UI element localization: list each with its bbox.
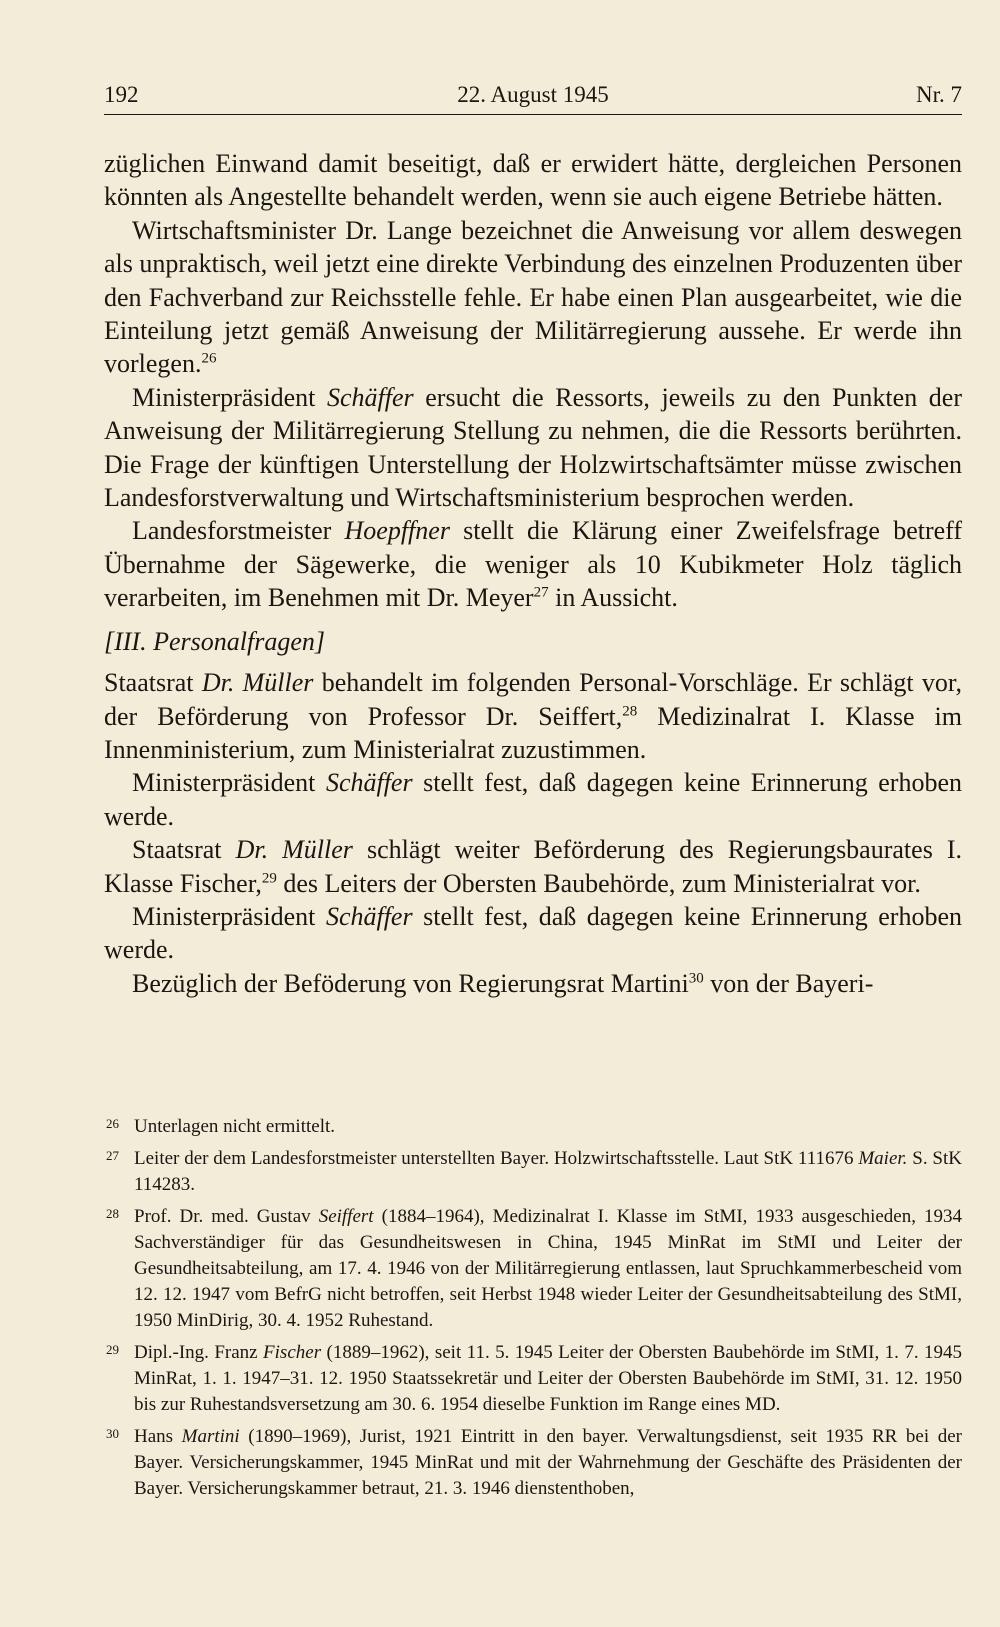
paragraph	[104, 381, 962, 515]
paragraph: züglichen Einwand damit beseitigt, daß er erwidert hätte, dergleichen Personen könnten als Angestellte behandelt werden, wenn sie auch eigene Betriebe hätten.	[104, 149, 962, 212]
footnotes	[104, 1114, 962, 1508]
paragraph-text: schlägt weiter Beförderung des Regierungsbaurates I. Klasse Fischer,	[104, 835, 963, 898]
footnote-reference: 29	[261, 869, 277, 886]
paragraph-text: Bezüglich der Beföderung von Regierungsrat Martini	[132, 968, 689, 998]
paragraph	[104, 666, 962, 766]
footnote-italic: Maier.	[858, 1148, 908, 1169]
paragraph-text: Staatsrat	[104, 668, 202, 698]
footnote-italic: Seiffert	[318, 1206, 374, 1227]
paragraph-text: von der Bayeri-	[703, 968, 874, 998]
section-heading	[104, 625, 962, 658]
paragraph	[104, 900, 962, 967]
footnote-number: 27	[106, 1148, 119, 1163]
header-date: 22. August 1945	[457, 82, 609, 107]
main-text	[104, 147, 962, 1000]
person-name: Schäffer	[327, 382, 414, 412]
paragraph-text: stellt fest, daß dagegen keine Erinnerung erhoben werde.	[104, 901, 962, 965]
footnote-text: Leiter der dem Landesforstmeister unterstellten Bayer. Holzwirtschaftsstelle. Laut StK 111676	[134, 1148, 859, 1169]
footnote	[104, 1424, 962, 1502]
paragraph	[104, 967, 962, 1000]
footnote-text: Prof. Dr. med. Gustav	[134, 1206, 319, 1227]
footnote-text: S. StK 114283.	[134, 1148, 962, 1195]
footnote	[104, 1204, 962, 1334]
footnote-text: Dipl.-Ing. Franz	[134, 1342, 264, 1363]
paragraph-text: Landesforstmeister	[132, 516, 345, 546]
paragraph	[104, 833, 962, 900]
paragraph-text: Ministerpräsident	[132, 382, 327, 412]
footnote-italic: Martini	[181, 1426, 240, 1447]
footnote-reference: 26	[201, 350, 217, 367]
paragraph-text: in Aussicht.	[548, 583, 678, 613]
footnote-number: 28	[106, 1206, 119, 1221]
paragraph-text: Medizinalrat I. Klasse im Innenministerium, zum Ministerialrat zuzustimmen.	[104, 701, 962, 764]
section-heading-text: [III. Personalfragen]	[104, 626, 325, 656]
person-name: Schäffer	[325, 768, 413, 798]
running-header	[104, 78, 962, 115]
footnote-text: (1889–1962), seit 11. 5. 1945 Leiter der Obersten Baubehörde im StMI, 1. 7. 1945 MinRat, 1. 1. 1947–31. 12. 1950 Staatssekretär und Leiter der Obersten Baubehörde im StMI, 31. 12. 1950 bis zur Ruhestandsversetzung am 30. 6. 1954 dieselbe Funktion im Range eines MD.	[134, 1342, 962, 1415]
paragraph-text: ersucht die Ressorts, jeweils zu den Punkten der Anweisung der Militärregierung Stellung zu nehmen, die die Ressorts berührten. Die Frage der künftigen Unterstellung der Holzwirtschaftsämter müsse zwischen Landesforstverwaltung und Wirtschaftsministerium besprochen werden.	[104, 382, 962, 513]
person-name: Schäffer	[325, 901, 413, 931]
footnote-text: (1884–1964), Medizinalrat I. Klasse im StMI, 1933 ausgeschieden, 1934 Sachverständiger für das Gesundheitswesen in China, 1945 MinRat im StMI und Leiter der Gesundheitsabteilung, am 17. 4. 1946 von der Militärregierung entlassen, laut Spruchkammerbescheid vom 12. 12. 1947 vom BefrG nicht betroffen, seit Herbst 1948 wieder Leiter der Gesundheitsabteilung des StMI, 1950 MinDirig, 30. 4. 1952 Ruhestand.	[134, 1206, 963, 1331]
paragraph-text: Wirtschaftsminister Dr. Lange bezeichnet die Anweisung vor allem deswegen als unpraktisch, weil jetzt eine direkte Verbindung des einzelnen Produzenten über den Fachverband zur Reichsstelle fehle. Er habe einen Plan ausgearbeitet, wie die Einteilung jetzt gemäß Anweisung der Militärregierung aussehe. Er werde ihn vorlegen.	[104, 215, 962, 379]
person-name: Dr. Müller	[235, 835, 353, 865]
footnote-number: 29	[106, 1342, 119, 1357]
paragraph-text: Ministerpräsident	[132, 901, 326, 931]
paragraph	[104, 214, 962, 381]
footnote-text: Hans	[134, 1426, 182, 1447]
footnote-text: Unterlagen nicht ermittelt.	[134, 1116, 336, 1137]
paragraph-text: Staatsrat	[132, 835, 236, 865]
paragraph-text: stellt die Klärung einer Zweifelsfrage betreff Übernahme der Sägewerke, die weniger als 10 Kubikmeter Holz täglich verarbeiten, im Benehmen mit Dr. Meyer	[104, 516, 963, 613]
paragraph-text: Ministerpräsident	[132, 768, 326, 798]
footnote	[104, 1340, 962, 1418]
footnote-reference: 28	[622, 702, 638, 719]
footnote-reference: 27	[533, 584, 549, 601]
paragraph-text: behandelt im folgenden Personal-Vorschläge. Er schlägt vor, der Beförderung von Professor Dr. Seiffert,	[104, 668, 962, 731]
person-name: Hoepffner	[344, 516, 450, 546]
person-name: Dr. Müller	[201, 668, 314, 698]
footnote-number: 30	[106, 1426, 119, 1441]
footnote	[104, 1114, 962, 1140]
paragraph	[104, 766, 962, 833]
footnote-number: 26	[106, 1116, 119, 1131]
paragraph-text: des Leiters der Obersten Baubehörde, zum Ministerialrat vor.	[276, 868, 921, 898]
header-issue-number: Nr. 7	[916, 82, 962, 107]
page-number: 192	[104, 82, 139, 107]
footnote-italic: Fischer	[263, 1342, 322, 1363]
paragraph-text: stellt fest, daß dagegen keine Erinnerung erhoben werde.	[104, 768, 962, 831]
footnote-reference: 30	[688, 970, 704, 987]
footnote-text: (1890–1969), Jurist, 1921 Eintritt in den bayer. Verwaltungsdienst, seit 1935 RR bei der Bayer. Versicherungskammer, 1945 MinRat und mit der Wahrnehmung der Geschäfte des Präsidenten der Bayer. Versicherungskammer betraut, 21. 3. 1946 dienstenthoben,	[134, 1426, 962, 1499]
footnote	[104, 1146, 962, 1198]
paragraph	[104, 514, 962, 614]
